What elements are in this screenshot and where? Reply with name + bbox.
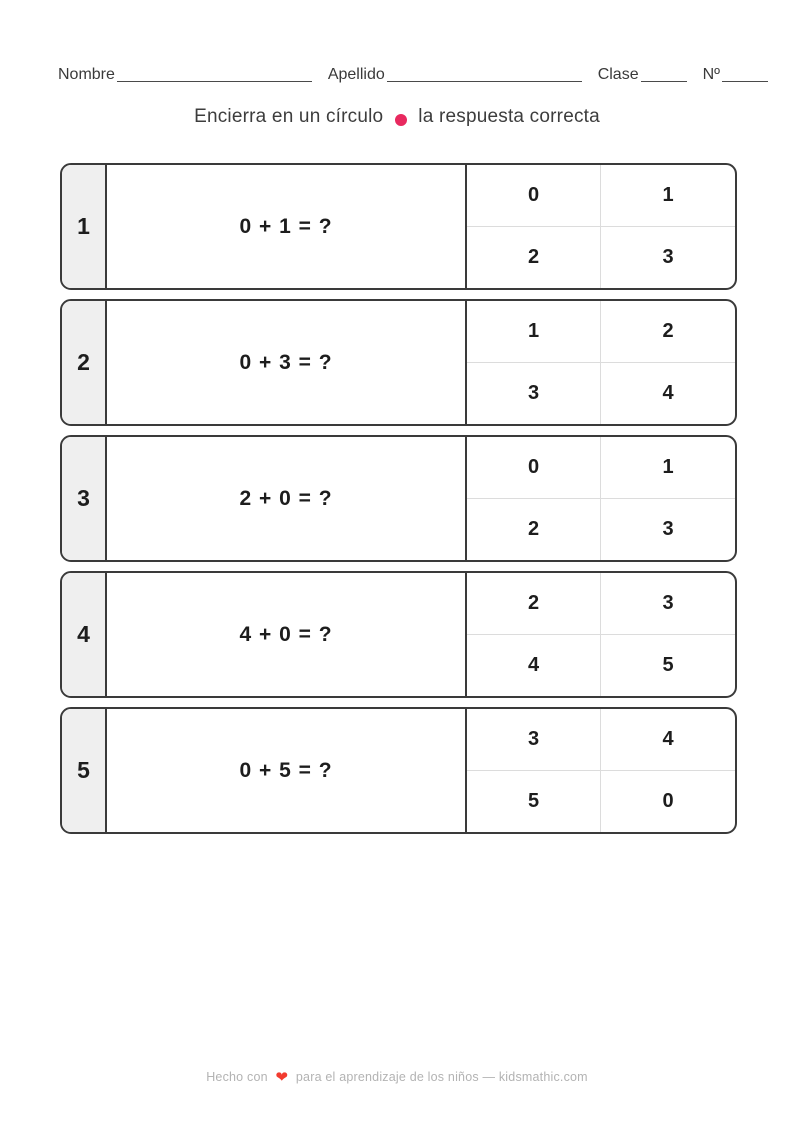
class-label: Clase <box>597 66 639 83</box>
problem-number: 1 <box>62 165 107 288</box>
answer-choice[interactable]: 2 <box>467 573 601 635</box>
answer-choice[interactable]: 1 <box>601 437 735 499</box>
answer-grid <box>467 301 735 424</box>
surname-blank-line <box>387 68 582 82</box>
number-blank-line <box>722 68 768 82</box>
answer-choice[interactable]: 2 <box>467 227 601 289</box>
answer-choice[interactable]: 3 <box>662 245 674 268</box>
problem-number: 3 <box>62 437 107 560</box>
answer-choice[interactable]: 2 <box>601 301 735 363</box>
number-label: Nº <box>702 66 720 83</box>
student-info-header <box>58 0 770 84</box>
problem-card-2 <box>60 299 737 426</box>
answer-grid <box>467 165 735 288</box>
class-blank-line <box>641 68 687 82</box>
circle-ring-icon <box>395 114 407 126</box>
answer-choice[interactable]: 3 <box>467 363 601 425</box>
answer-choice[interactable]: 0 <box>467 437 601 499</box>
answer-choice[interactable]: 4 <box>601 709 735 771</box>
problem-question: 4 + 0 = ? <box>107 573 467 696</box>
answer-grid <box>467 709 735 832</box>
answer-choice[interactable]: 3 <box>601 573 735 635</box>
problem-question: 0 + 3 = ? <box>107 301 467 424</box>
instruction-suffix: la respuesta correcta <box>418 106 600 127</box>
answer-choice[interactable]: 0 <box>662 789 674 812</box>
instruction-prefix: Encierra en un círculo <box>194 106 384 127</box>
problem-question: 0 + 1 = ? <box>107 165 467 288</box>
problem-number: 4 <box>62 573 107 696</box>
name-label: Nombre <box>58 66 115 83</box>
problem-question: 0 + 5 = ? <box>107 709 467 832</box>
answer-choice[interactable]: 5 <box>467 771 601 833</box>
footer-text-after: para el aprendizaje de los niños — kidsmathic.com <box>295 1070 588 1084</box>
answer-choice[interactable]: 0 <box>467 165 601 227</box>
answer-choice[interactable]: 5 <box>662 653 674 676</box>
problem-card-5 <box>60 707 737 834</box>
surname-label: Apellido <box>327 66 385 83</box>
name-blank-line <box>117 68 312 82</box>
answer-choice[interactable]: 3 <box>662 517 674 540</box>
answer-choice[interactable]: 4 <box>467 635 601 697</box>
answer-choice[interactable]: 1 <box>467 301 601 363</box>
answer-choice[interactable]: 1 <box>601 165 735 227</box>
problem-number: 2 <box>62 301 107 424</box>
heart-icon: ❤ <box>275 1069 289 1086</box>
problem-card-4 <box>60 571 737 698</box>
problem-card-1 <box>60 163 737 290</box>
instruction-title <box>0 106 794 128</box>
answer-choice[interactable]: 2 <box>467 499 601 561</box>
problem-card-3 <box>60 435 737 562</box>
footer-text-before: Hecho con <box>206 1070 268 1084</box>
answer-choice[interactable]: 4 <box>662 381 674 404</box>
answer-choice[interactable]: 3 <box>467 709 601 771</box>
answer-grid <box>467 573 735 696</box>
problem-number: 5 <box>62 709 107 832</box>
problem-list <box>60 163 737 843</box>
footer-credit <box>0 1068 794 1086</box>
problem-question: 2 + 0 = ? <box>107 437 467 560</box>
answer-grid <box>467 437 735 560</box>
